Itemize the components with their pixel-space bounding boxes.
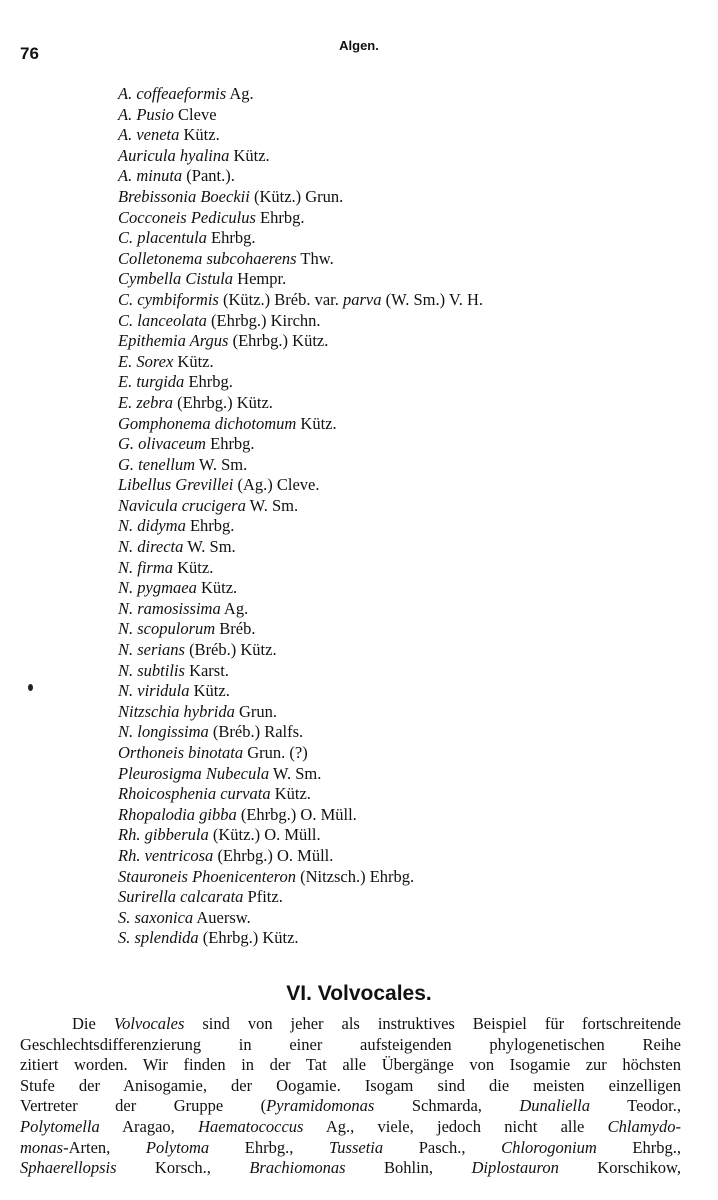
taxon-name: C. cymbiformis — [118, 289, 219, 309]
taxon-name: Rhoicosphenia curvata — [118, 784, 271, 804]
authority: (Ehrbg.) O. Müll. — [240, 804, 357, 824]
taxon-name: C. placentula — [118, 228, 207, 248]
authority: Kütz. — [300, 413, 337, 433]
species-entry — [118, 249, 483, 270]
species-list — [118, 84, 483, 949]
variety-authority: (W. Sm.) V. H. — [385, 289, 483, 309]
taxon-name: S. splendida — [118, 928, 199, 948]
species-entry — [118, 269, 483, 290]
text-run: Aragao, — [99, 1116, 199, 1136]
taxon-name: Brebissonia Boeckii — [118, 186, 250, 206]
taxon-name: N. scopulorum — [118, 619, 216, 639]
text-run: sind von jeher als instruktives Beispiel für fortschreitende — [184, 1014, 682, 1033]
taxon-name: Rh. ventricosa — [118, 845, 214, 865]
text-run: Vertreter der Gruppe ( — [20, 1096, 267, 1116]
taxon-name: Rhopalodia gibba — [118, 804, 237, 824]
species-entry — [118, 805, 483, 826]
authority: Hempr. — [237, 269, 287, 289]
taxon-name: Gomphonema dichotomum — [118, 413, 297, 433]
authority: Kütz. — [177, 557, 214, 577]
taxon-name: Stauroneis Phoenicenteron — [118, 866, 296, 886]
paragraph-line: Stufe der Anisogamie, der Oogamie. Isogam sind die meisten einzelligen — [20, 1075, 681, 1095]
taxon-name: A. coffeaeformis — [118, 84, 227, 103]
authority: Grun. — [239, 701, 278, 721]
text-run: Korsch., — [116, 1158, 250, 1178]
species-entry — [118, 228, 483, 249]
taxon-name: Volvocales — [113, 1014, 185, 1033]
taxon-name: Pleurosigma Nubecula — [118, 763, 270, 783]
authority: (Nitzsch.) Ehrbg. — [300, 866, 415, 886]
species-entry — [118, 702, 483, 723]
taxon-name: N. ramosissima — [118, 598, 221, 618]
species-entry — [118, 722, 483, 743]
taxon-name: Orthoneis binotata — [118, 743, 244, 762]
text-run: Ag., viele, jedoch nicht alle — [303, 1116, 608, 1136]
page-number: 76 — [20, 44, 39, 63]
authority: Ehrbg. — [260, 207, 305, 227]
species-entry — [118, 105, 483, 126]
taxon-name: Polytomella — [20, 1116, 100, 1136]
species-entry — [118, 455, 483, 476]
paragraph-line — [20, 1138, 681, 1159]
species-entry — [118, 640, 483, 661]
print-speck — [28, 684, 33, 691]
authority: (Ehrbg.) Kütz. — [202, 928, 299, 948]
authority: Cleve — [178, 104, 217, 124]
text-run: Die — [72, 1014, 114, 1033]
authority: Grun. (?) — [247, 743, 308, 762]
taxon-name: A. veneta — [118, 125, 180, 145]
taxon-name: Sphaerellopsis — [20, 1158, 117, 1178]
authority: Kütz. — [200, 578, 238, 598]
taxon-name: N. firma — [118, 557, 174, 577]
paragraph-line — [20, 1096, 681, 1117]
text-run: Ehrbg., — [596, 1137, 682, 1157]
species-entry — [118, 496, 483, 517]
taxon-name: monas — [20, 1137, 64, 1157]
taxon-name: C. lanceolata — [118, 310, 207, 330]
paragraph-line — [20, 1117, 681, 1138]
species-entry — [118, 784, 483, 805]
species-entry — [118, 475, 483, 496]
species-entry — [118, 537, 483, 558]
species-entry — [118, 84, 483, 105]
taxon-name: N. serians — [118, 640, 185, 660]
species-entry — [118, 578, 483, 599]
taxon-name: Rh. gibberula — [118, 825, 209, 845]
text-run: Teodor., — [589, 1096, 681, 1116]
taxon-name: E. Sorex — [118, 351, 174, 371]
paragraph-line: Geschlechtsdifferenzierung in einer aufsteigenden phylogenetischen Reihe — [20, 1034, 681, 1054]
authority: Thw. — [300, 248, 334, 268]
taxon-name: N. subtilis — [118, 660, 185, 680]
species-entry — [118, 187, 483, 208]
taxon-name: Tussetia — [329, 1137, 384, 1157]
species-entry — [118, 743, 483, 764]
taxon-name: Polytoma — [145, 1137, 210, 1157]
species-entry — [118, 661, 483, 682]
species-entry — [118, 311, 483, 332]
species-entry — [118, 764, 483, 785]
taxon-name: Dunaliella — [519, 1096, 590, 1116]
text-run: Korschikow, — [558, 1158, 681, 1178]
authority: (Bréb.) Kütz. — [189, 640, 277, 660]
authority: (Pant.). — [186, 166, 235, 186]
authority: Kütz. — [183, 125, 220, 145]
text-run: Schmarda, — [374, 1096, 520, 1116]
authority: W. Sm. — [272, 763, 322, 783]
taxon-name: S. saxonica — [118, 907, 194, 927]
taxon-name: Cymbella Cistula — [118, 269, 234, 289]
authority: (Ehrbg.) Kütz. — [177, 392, 273, 412]
variety-name: parva — [343, 289, 382, 309]
species-entry — [118, 125, 483, 146]
authority: (Ag.) Cleve. — [237, 475, 320, 495]
species-entry — [118, 434, 483, 455]
taxon-name: A. minuta — [118, 166, 183, 186]
species-entry — [118, 908, 483, 929]
taxon-name: Chlorogonium — [501, 1137, 597, 1157]
taxon-name: Pyramidomonas — [266, 1096, 375, 1116]
section-heading: VI. Volvocales. — [286, 982, 432, 1005]
taxon-name: Brachiomonas — [249, 1158, 346, 1178]
species-entry — [118, 393, 483, 414]
taxon-name: Colletonema subcohaerens — [118, 248, 297, 268]
taxon-name: Auricula hyalina — [118, 145, 230, 165]
authority: (Bréb.) Ralfs. — [212, 722, 304, 742]
authority: Ehrbg. — [210, 434, 255, 454]
authority: Kütz. — [177, 351, 214, 371]
text-run: Pasch., — [383, 1137, 502, 1157]
taxon-name: A. Pusio — [118, 104, 174, 124]
running-title: Algen. — [339, 38, 379, 53]
authority: (Ehrbg.) Kirchn. — [211, 310, 321, 330]
taxon-name: Chlamydo- — [607, 1116, 681, 1136]
taxon-name: E. turgida — [118, 372, 185, 392]
species-entry — [118, 208, 483, 229]
species-entry — [118, 414, 483, 435]
authority: Kütz. — [193, 681, 230, 701]
taxon-name: N. pygmaea — [118, 578, 197, 598]
authority: W. Sm. — [187, 537, 236, 557]
taxon-name: Cocconeis Pediculus — [118, 207, 256, 227]
paragraph-line — [20, 1014, 681, 1035]
authority: Kütz. — [274, 784, 311, 804]
paragraph — [20, 1014, 681, 1179]
species-entry — [118, 290, 483, 311]
authority: Ehrbg. — [211, 228, 256, 248]
paragraph-line — [20, 1158, 681, 1179]
species-entry — [118, 599, 483, 620]
species-entry — [118, 681, 483, 702]
species-entry — [118, 825, 483, 846]
text-run: -Arten, — [63, 1137, 146, 1157]
authority: (Kütz.) Grun. — [253, 186, 344, 206]
text-run: Ehrbg., — [209, 1137, 330, 1157]
taxon-name: Epithemia Argus — [118, 331, 229, 351]
authority: Pfitz. — [247, 887, 283, 907]
taxon-name: N. longissima — [118, 722, 209, 742]
species-entry — [118, 928, 483, 949]
species-entry — [118, 166, 483, 187]
authority: Bréb. — [219, 619, 256, 639]
authority: Auersw. — [196, 907, 251, 927]
authority: Kütz. — [233, 145, 270, 165]
species-entry — [118, 516, 483, 537]
taxon-name: Surirella calcarata — [118, 887, 244, 907]
taxon-name: G. tenellum — [118, 454, 195, 474]
taxon-name: N. didyma — [118, 516, 186, 536]
authority: Ehrbg. — [189, 516, 235, 536]
paragraph-line: zitiert worden. Wir finden in der Tat alle Übergänge von Isogamie zur höchsten — [20, 1055, 681, 1075]
species-entry — [118, 146, 483, 167]
taxon-name: Navicula crucigera — [118, 495, 246, 515]
text-run: Bohlin, — [345, 1158, 472, 1178]
taxon-name: E. zebra — [118, 392, 173, 412]
taxon-name: Nitzschia hybrida — [118, 701, 235, 721]
species-entry — [118, 331, 483, 352]
taxon-name: Diplostauron — [471, 1158, 559, 1178]
taxon-name: Libellus Grevillei — [118, 475, 234, 495]
taxon-name: Haematococcus — [198, 1116, 304, 1136]
authority: (Kütz.) O. Müll. — [212, 825, 321, 845]
taxon-name: G. olivaceum — [118, 434, 206, 454]
authority: W. Sm. — [249, 495, 299, 515]
authority: (Ehrbg.) Kütz. — [232, 331, 329, 351]
species-entry — [118, 372, 483, 393]
species-entry — [118, 352, 483, 373]
authority: (Kütz.) Bréb. var. — [222, 289, 339, 309]
species-entry — [118, 867, 483, 888]
species-entry — [118, 558, 483, 579]
authority: Ehrbg. — [188, 372, 233, 392]
species-entry — [118, 619, 483, 640]
species-entry — [118, 887, 483, 908]
species-entry — [118, 846, 483, 867]
taxon-name: N. directa — [118, 537, 184, 557]
authority: W. Sm. — [198, 454, 248, 474]
taxon-name: N. viridula — [118, 681, 190, 701]
authority: Ag. — [229, 84, 254, 103]
authority: Ag. — [223, 598, 249, 618]
authority: Karst. — [189, 660, 229, 680]
authority: (Ehrbg.) O. Müll. — [217, 845, 334, 865]
